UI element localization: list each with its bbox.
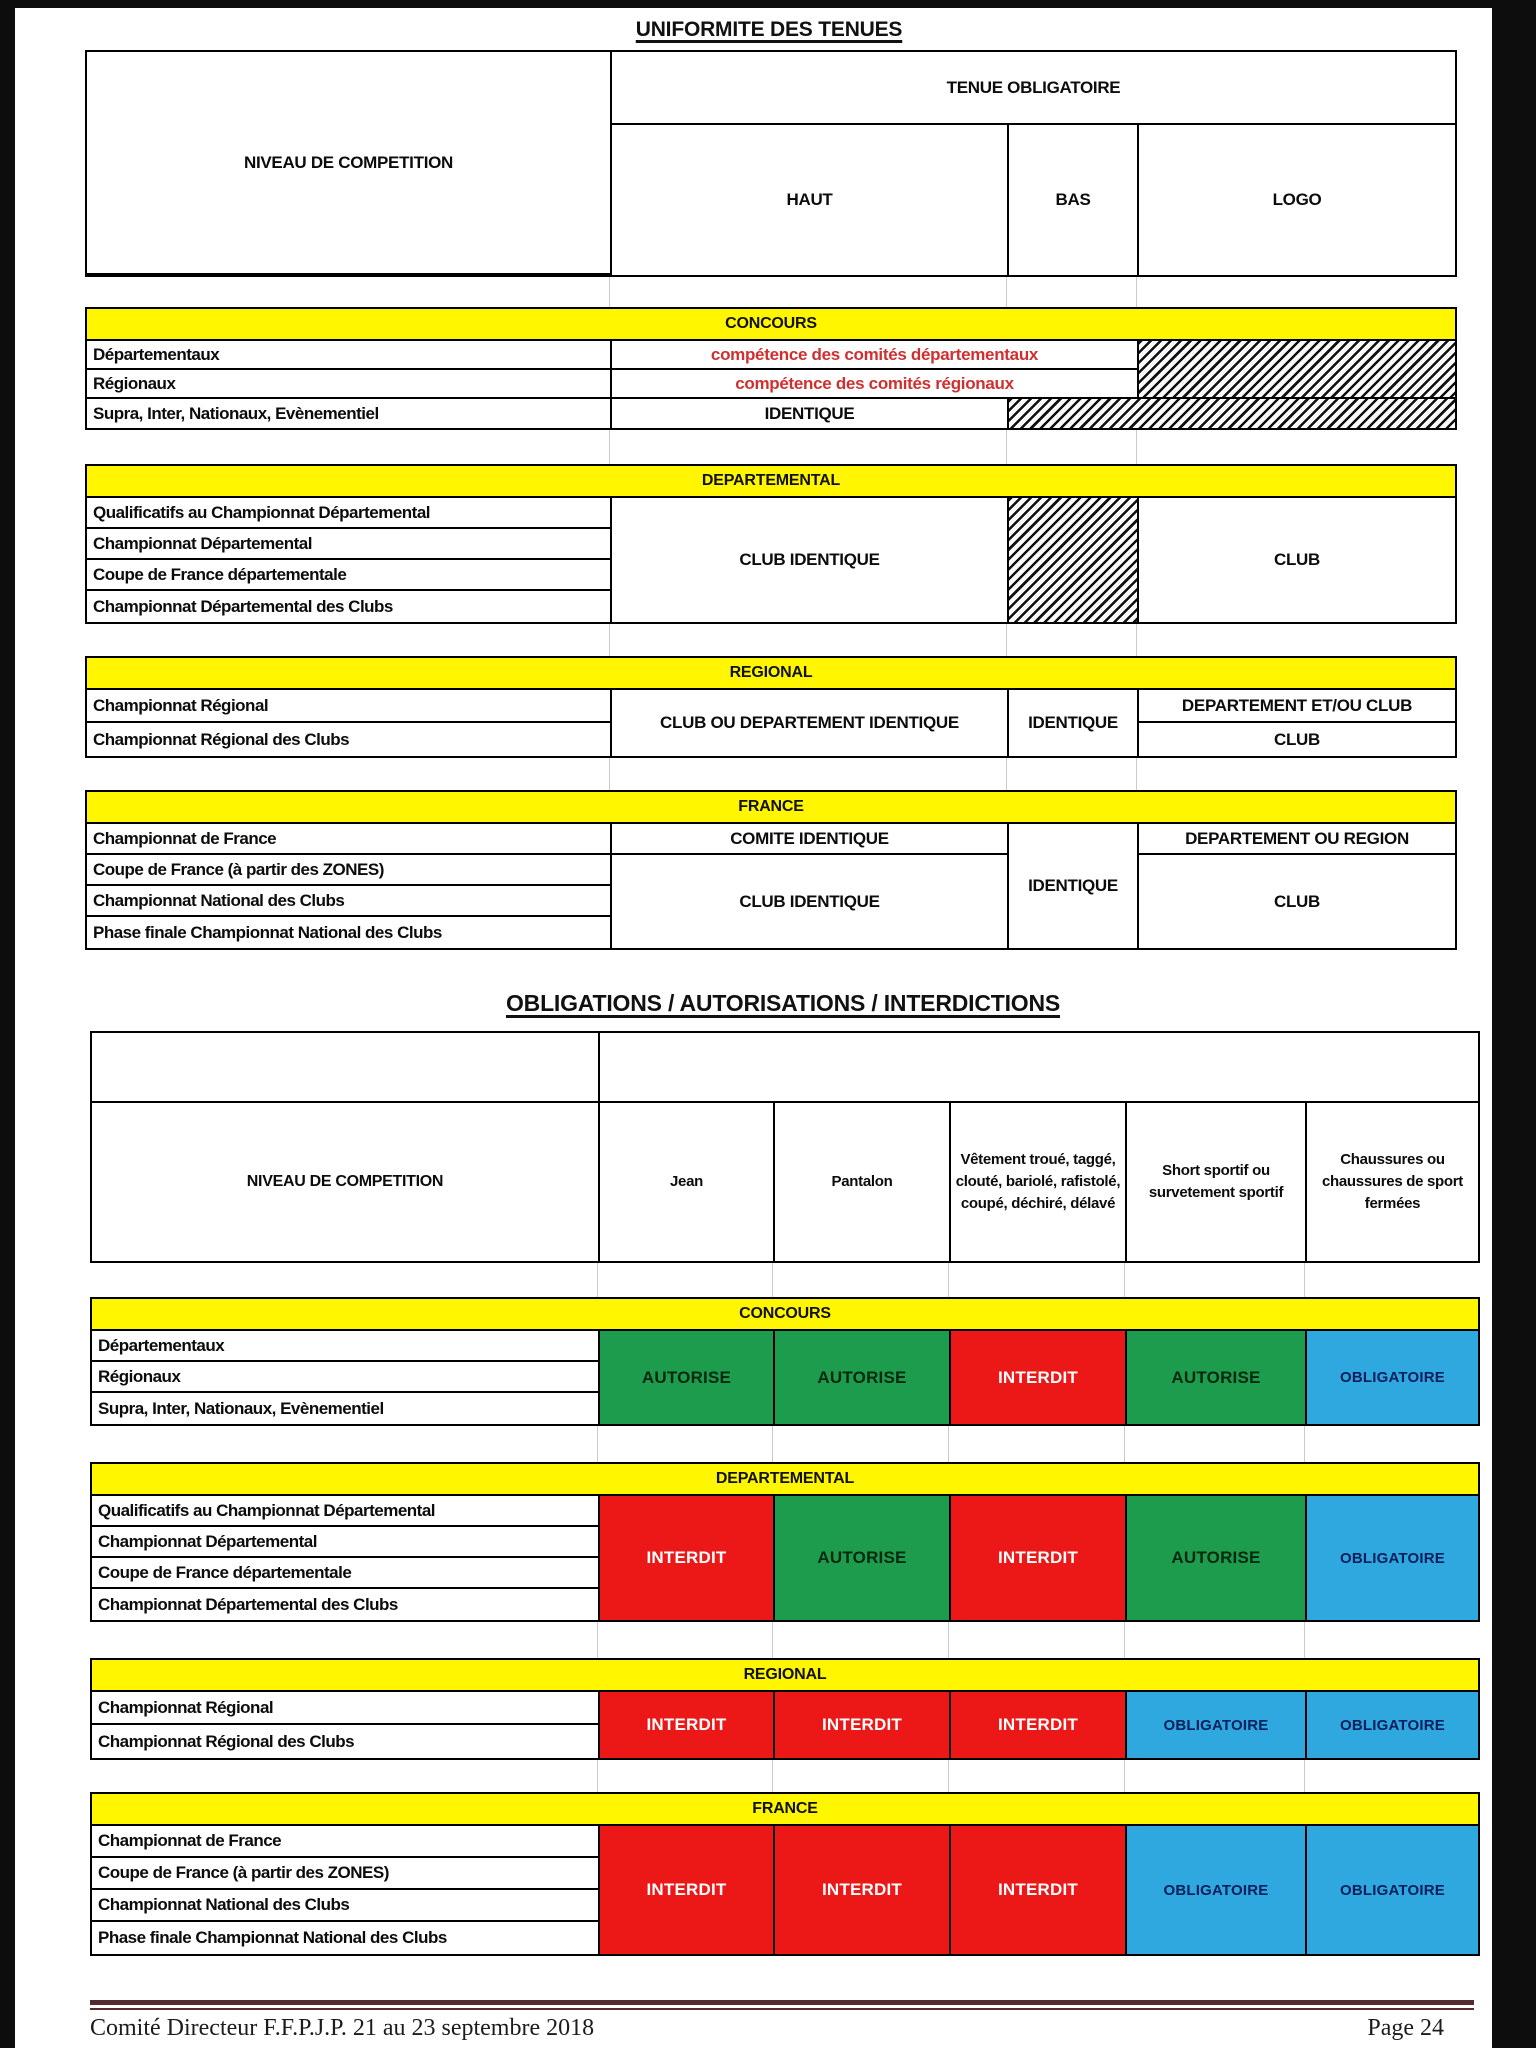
t2-row-label: Supra, Inter, Nationaux, Evènementiel xyxy=(92,1393,600,1424)
value-cell-autorise: AUTORISE xyxy=(1127,1331,1307,1424)
t1-band-departemental xyxy=(85,464,1457,498)
t2-header-pantalon: Pantalon xyxy=(775,1103,951,1261)
band-label: REGIONAL xyxy=(743,1666,827,1683)
value-cell-autorise: AUTORISE xyxy=(775,1496,951,1620)
footer-divider xyxy=(90,2000,1474,2010)
t1-reg-logo-row2: CLUB xyxy=(1139,723,1455,756)
t1-fra-haut-row1: COMITE IDENTIQUE xyxy=(612,824,1009,855)
t2-row-label: Qualificatifs au Championnat Départemental xyxy=(92,1496,600,1527)
table1-header xyxy=(85,50,1457,277)
t2-header-chaussures: Chaussures ou chaussures de sport fermées xyxy=(1307,1103,1478,1261)
value-cell-obligatoire: OBLIGATOIRE xyxy=(1307,1331,1478,1424)
band-label: FRANCE xyxy=(738,798,804,815)
spacer-row xyxy=(90,1426,1476,1462)
band-label: DEPARTEMENTAL xyxy=(715,1470,855,1487)
t1-section-regional xyxy=(85,688,1457,758)
t1-band-concours xyxy=(85,307,1457,341)
t2-header-empty-left xyxy=(92,1033,600,1103)
t1-header-bas: BAS xyxy=(1009,125,1139,275)
spacer-row xyxy=(90,1263,1476,1297)
t2-band-concours xyxy=(90,1297,1480,1331)
scan-edge-top xyxy=(0,0,1536,8)
hatched-cell xyxy=(1009,498,1139,622)
t2-band-departemental xyxy=(90,1462,1480,1496)
table1-title xyxy=(85,18,1453,42)
band-label: FRANCE xyxy=(752,1800,818,1817)
t1-row-label: Championnat Régional des Clubs xyxy=(87,723,612,756)
t2-row-label: Championnat Régional des Clubs xyxy=(92,1725,600,1758)
table2-title-text: OBLIGATIONS / AUTORISATIONS / INTERDICTIONS xyxy=(505,990,1061,1016)
t1-band-regional xyxy=(85,656,1457,690)
t1-row-label: Départementaux xyxy=(87,341,612,370)
spacer-row xyxy=(90,1622,1476,1658)
t1-section-france xyxy=(85,822,1457,950)
t2-row-label: Championnat Régional xyxy=(92,1692,600,1725)
value-cell-interdit: INTERDIT xyxy=(775,1826,951,1954)
t1-note-departementaux: compétence des comités départementaux xyxy=(612,341,1139,370)
footer-document-title: Comité Directeur F.F.P.J.P. 21 au 23 septembre 2018 xyxy=(90,2015,595,2041)
spacer-row xyxy=(90,1760,1476,1792)
value-cell-interdit: INTERDIT xyxy=(775,1692,951,1758)
t2-header-niveau: NIVEAU DE COMPETITION xyxy=(92,1103,600,1261)
t2-row-label: Phase finale Championnat National des Clubs xyxy=(92,1922,600,1954)
value-cell-interdit: INTERDIT xyxy=(951,1331,1127,1424)
t1-fra-haut-rows2-4: CLUB IDENTIQUE xyxy=(612,855,1009,948)
value-cell-interdit: INTERDIT xyxy=(600,1826,775,1954)
t2-header-vetement: Vêtement troué, taggé, clouté, bariolé, rafistolé, coupé, déchiré, délavé xyxy=(951,1103,1127,1261)
t1-section-concours xyxy=(85,339,1457,430)
t1-row-label: Supra, Inter, Nationaux, Evènementiel xyxy=(87,399,612,428)
t1-row-label: Championnat Départemental des Clubs xyxy=(87,591,612,622)
t2-row-label: Championnat Départemental des Clubs xyxy=(92,1589,600,1620)
band-label: DEPARTEMENTAL xyxy=(701,472,841,489)
t1-section-departemental xyxy=(85,496,1457,624)
spacer-row xyxy=(85,430,1453,464)
value-cell-autorise: AUTORISE xyxy=(600,1331,775,1424)
value-cell-obligatoire: OBLIGATOIRE xyxy=(1307,1692,1478,1758)
t1-dep-haut: CLUB IDENTIQUE xyxy=(612,498,1009,622)
value-cell-obligatoire: OBLIGATOIRE xyxy=(1127,1826,1307,1954)
t1-header-logo: LOGO xyxy=(1139,125,1455,275)
t2-section-departemental xyxy=(90,1494,1480,1622)
value-cell-obligatoire: OBLIGATOIRE xyxy=(1127,1692,1307,1758)
t1-fra-logo-rows2-4: CLUB xyxy=(1139,855,1455,948)
spacer-row xyxy=(85,758,1453,790)
t1-row-label: Championnat National des Clubs xyxy=(87,886,612,917)
band-label: REGIONAL xyxy=(729,664,813,681)
scan-edge-left xyxy=(0,0,15,2048)
t1-row-label: Qualificatifs au Championnat Départemental xyxy=(87,498,612,529)
value-cell-interdit: INTERDIT xyxy=(600,1496,775,1620)
t1-dep-logo: CLUB xyxy=(1139,498,1455,622)
t2-row-label: Championnat de France xyxy=(92,1826,600,1858)
t1-reg-haut: CLUB OU DEPARTEMENT IDENTIQUE xyxy=(612,690,1009,756)
t2-row-label: Départementaux xyxy=(92,1331,600,1362)
scan-edge-right xyxy=(1492,0,1536,2048)
t2-header-empty-right xyxy=(600,1033,1478,1103)
spacer-row xyxy=(85,277,1453,307)
table2-title xyxy=(90,990,1476,1017)
page-footer xyxy=(90,2000,1474,2042)
t1-header-haut: HAUT xyxy=(612,125,1009,275)
t2-header-jean: Jean xyxy=(600,1103,775,1261)
t2-section-concours xyxy=(90,1329,1480,1426)
t1-row-label: Coupe de France (à partir des ZONES) xyxy=(87,855,612,886)
t2-band-regional xyxy=(90,1658,1480,1692)
t2-section-france xyxy=(90,1824,1480,1956)
t1-reg-logo-row1: DEPARTEMENT ET/OU CLUB xyxy=(1139,690,1455,723)
t2-section-regional xyxy=(90,1690,1480,1760)
hatched-cell xyxy=(1009,399,1455,428)
t1-fra-bas: IDENTIQUE xyxy=(1009,824,1139,948)
table2-header xyxy=(90,1031,1480,1263)
t1-row-label: Championnat Régional xyxy=(87,690,612,723)
t2-band-france xyxy=(90,1792,1480,1826)
t2-row-label: Coupe de France départementale xyxy=(92,1558,600,1589)
t1-concours-identique: IDENTIQUE xyxy=(612,399,1009,428)
band-label: CONCOURS xyxy=(725,315,817,332)
footer-page-number: Page 24 xyxy=(1367,2015,1444,2041)
t1-header-tenue-obligatoire: TENUE OBLIGATOIRE xyxy=(612,52,1455,125)
t1-band-france xyxy=(85,790,1457,824)
value-cell-interdit: INTERDIT xyxy=(951,1692,1127,1758)
table1-title-text: UNIFORMITE DES TENUES xyxy=(635,18,903,41)
t2-header-short: Short sportif ou survetement sportif xyxy=(1127,1103,1307,1261)
t1-row-label: Coupe de France départementale xyxy=(87,560,612,591)
value-cell-autorise: AUTORISE xyxy=(1127,1496,1307,1620)
spacer-row xyxy=(85,624,1453,656)
value-cell-obligatoire: OBLIGATOIRE xyxy=(1307,1496,1478,1620)
t1-row-label: Phase finale Championnat National des Clubs xyxy=(87,917,612,948)
value-cell-interdit: INTERDIT xyxy=(951,1826,1127,1954)
t1-note-regionaux: compétence des comités régionaux xyxy=(612,370,1139,399)
t2-row-label: Championnat Départemental xyxy=(92,1527,600,1558)
t1-reg-bas: IDENTIQUE xyxy=(1009,690,1139,756)
band-label: CONCOURS xyxy=(739,1305,831,1322)
value-cell-interdit: INTERDIT xyxy=(600,1692,775,1758)
value-cell-obligatoire: OBLIGATOIRE xyxy=(1307,1826,1478,1954)
t1-row-label: Régionaux xyxy=(87,370,612,399)
hatched-cell xyxy=(1139,341,1455,399)
t2-row-label: Régionaux xyxy=(92,1362,600,1393)
t1-header-niveau: NIVEAU DE COMPETITION xyxy=(87,52,612,275)
t2-row-label: Championnat National des Clubs xyxy=(92,1890,600,1922)
value-cell-interdit: INTERDIT xyxy=(951,1496,1127,1620)
t1-fra-logo-row1: DEPARTEMENT OU REGION xyxy=(1139,824,1455,855)
t1-row-label: Championnat Départemental xyxy=(87,529,612,560)
value-cell-autorise: AUTORISE xyxy=(775,1331,951,1424)
t1-row-label: Championnat de France xyxy=(87,824,612,855)
t2-row-label: Coupe de France (à partir des ZONES) xyxy=(92,1858,600,1890)
page-content xyxy=(0,8,1536,1956)
